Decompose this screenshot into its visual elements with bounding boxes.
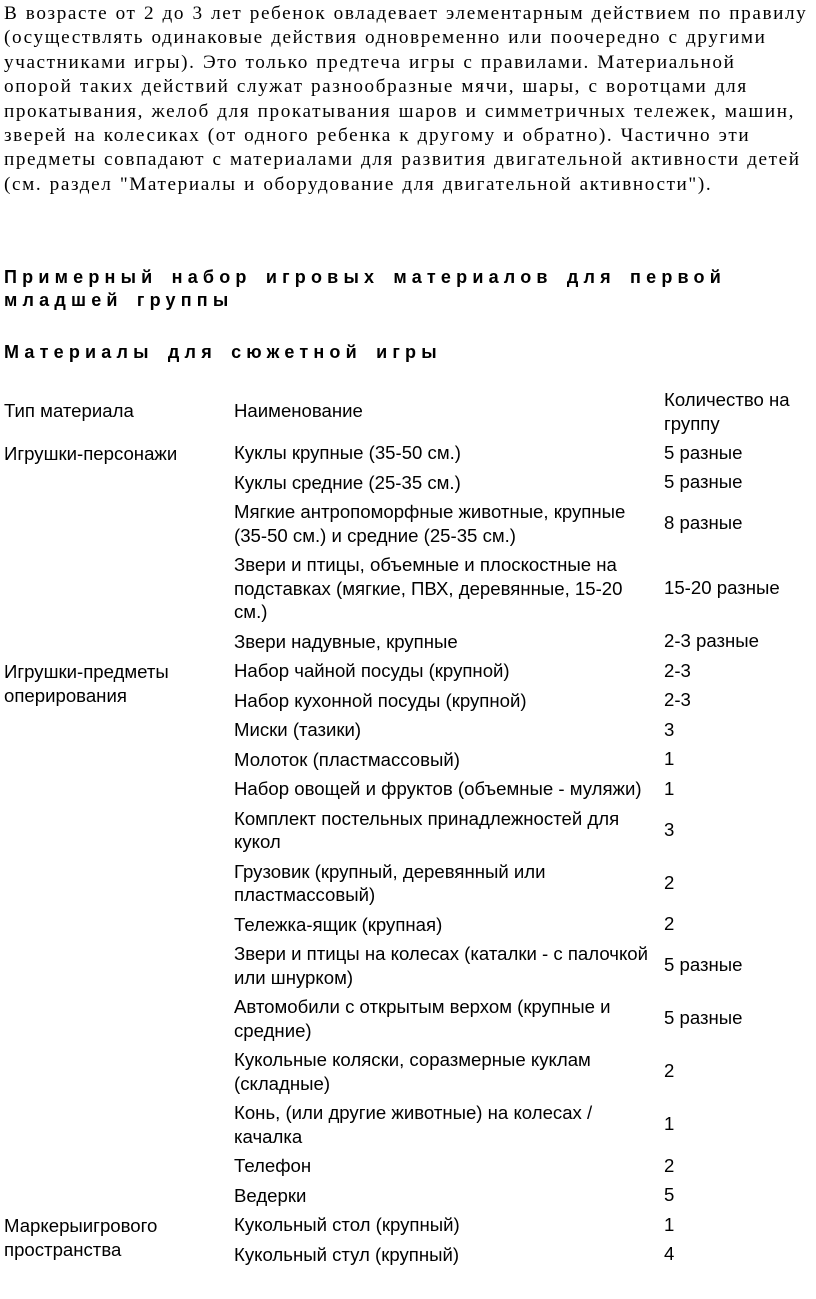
- materials-table: [0, 384, 816, 1269]
- item-name-cell: Звери надувные, крупные: [234, 630, 458, 652]
- quantity-cell: 5 разные: [664, 1007, 743, 1029]
- header-material-type: Тип материала: [4, 399, 134, 421]
- quantity-cell: 2: [664, 1154, 675, 1176]
- quantity-cell: 2: [664, 913, 675, 934]
- subsection-heading: Материалы для сюжетной игры: [4, 342, 442, 362]
- item-name-cell: Звери и птицы на колесах (каталки - с палочкой или шнурком): [234, 943, 649, 988]
- item-name-cell: Куклы средние (25-35 см.): [234, 471, 461, 493]
- quantity-cell: 1: [664, 1113, 675, 1135]
- item-name-cell: Кукольные коляски, соразмерные куклам (складные): [234, 1049, 591, 1094]
- item-name-cell: Набор чайной посуды (крупной): [234, 660, 510, 681]
- quantity-cell: 4: [664, 1243, 675, 1264]
- quantity-cell: 8 разные: [664, 512, 743, 534]
- quantity-cell: 1: [664, 777, 675, 799]
- table-row: [0, 438, 816, 468]
- table-body: [0, 438, 816, 1269]
- item-name-cell: Грузовик (крупный, деревянный или пластмассовый): [234, 860, 546, 905]
- quantity-cell: 2-3: [664, 689, 691, 710]
- material-type-cell: Игрушки-предметы оперирования: [4, 661, 169, 706]
- header-quantity: Количество на группу: [664, 389, 790, 434]
- item-name-cell: Телефон: [234, 1155, 312, 1176]
- quantity-cell: 5 разные: [664, 441, 743, 463]
- item-name-cell: Молоток (пластмассовый): [234, 748, 460, 770]
- quantity-cell: 1: [664, 748, 675, 769]
- item-name-cell: Ведерки: [234, 1184, 307, 1206]
- quantity-cell: 3: [664, 818, 675, 840]
- item-name-cell: Комплект постельных принадлежностей для кукол: [234, 807, 620, 852]
- quantity-cell: 2-3 разные: [664, 630, 760, 651]
- quantity-cell: 5: [664, 1184, 675, 1205]
- table-header-row: [0, 384, 816, 438]
- item-name-cell: Мягкие антропоморфные животные, крупные (35-50 см.) и средние (25-35 см.): [234, 501, 626, 546]
- item-name-cell: Звери и птицы, объемные и плоскостные на подставках (мягкие, ПВХ, деревянные, 15-20 см.): [234, 554, 623, 622]
- item-name-cell: Миски (тазики): [234, 719, 362, 740]
- item-name-cell: Автомобили с открытым верхом (крупные и средние): [234, 996, 611, 1041]
- quantity-cell: 1: [664, 1213, 675, 1235]
- quantity-cell: 2-3: [664, 659, 691, 681]
- table-row: [0, 1210, 816, 1240]
- quantity-cell: 3: [664, 718, 675, 740]
- quantity-cell: 5 разные: [664, 954, 743, 976]
- header-item-name: Наименование: [234, 399, 363, 421]
- item-name-cell: Тележка-ящик (крупная): [234, 913, 443, 935]
- table-row: [0, 656, 816, 686]
- quantity-cell: 2: [664, 871, 675, 893]
- item-name-cell: Кукольный стол (крупный): [234, 1214, 460, 1235]
- item-name-cell: Набор кухонной посуды (крупной): [234, 689, 527, 711]
- item-name-cell: Набор овощей и фруктов (объемные - муляжи): [234, 778, 642, 799]
- item-name-cell: Конь, (или другие животные) на колесах / качалка: [234, 1102, 593, 1147]
- section-heading: Примерный набор игровых материалов для первой младшей группы: [4, 267, 726, 310]
- quantity-cell: 15-20 разные: [664, 577, 780, 598]
- item-name-cell: Кукольный стул (крупный): [234, 1243, 460, 1265]
- material-type-cell: Маркерыигрового пространства: [4, 1215, 158, 1260]
- quantity-cell: 2: [664, 1060, 675, 1082]
- material-type-cell: Игрушки-персонажи: [4, 443, 178, 464]
- intro-paragraph: В возрасте от 2 до 3 лет ребенок овладевает элементарным действием по правилу (осуществлять одинаковые действия одновременно или поочередно с другими участниками игры). Это только предтеча игры с правилами. Материальной опорой таких действий служат разнообразные мячи, шары, с воротцами для прокатывания, желоб для прокатывания шаров и симметричных тележек, машин, зверей на колесиках (от одного ребенка к другому и обратно). Частично эти предметы совпадают с материалами для развития двигательной активности детей (см. раздел "Материалы и оборудование для двигательной активности").: [4, 3, 808, 195]
- quantity-cell: 5 разные: [664, 471, 743, 492]
- item-name-cell: Куклы крупные (35-50 см.): [234, 442, 461, 463]
